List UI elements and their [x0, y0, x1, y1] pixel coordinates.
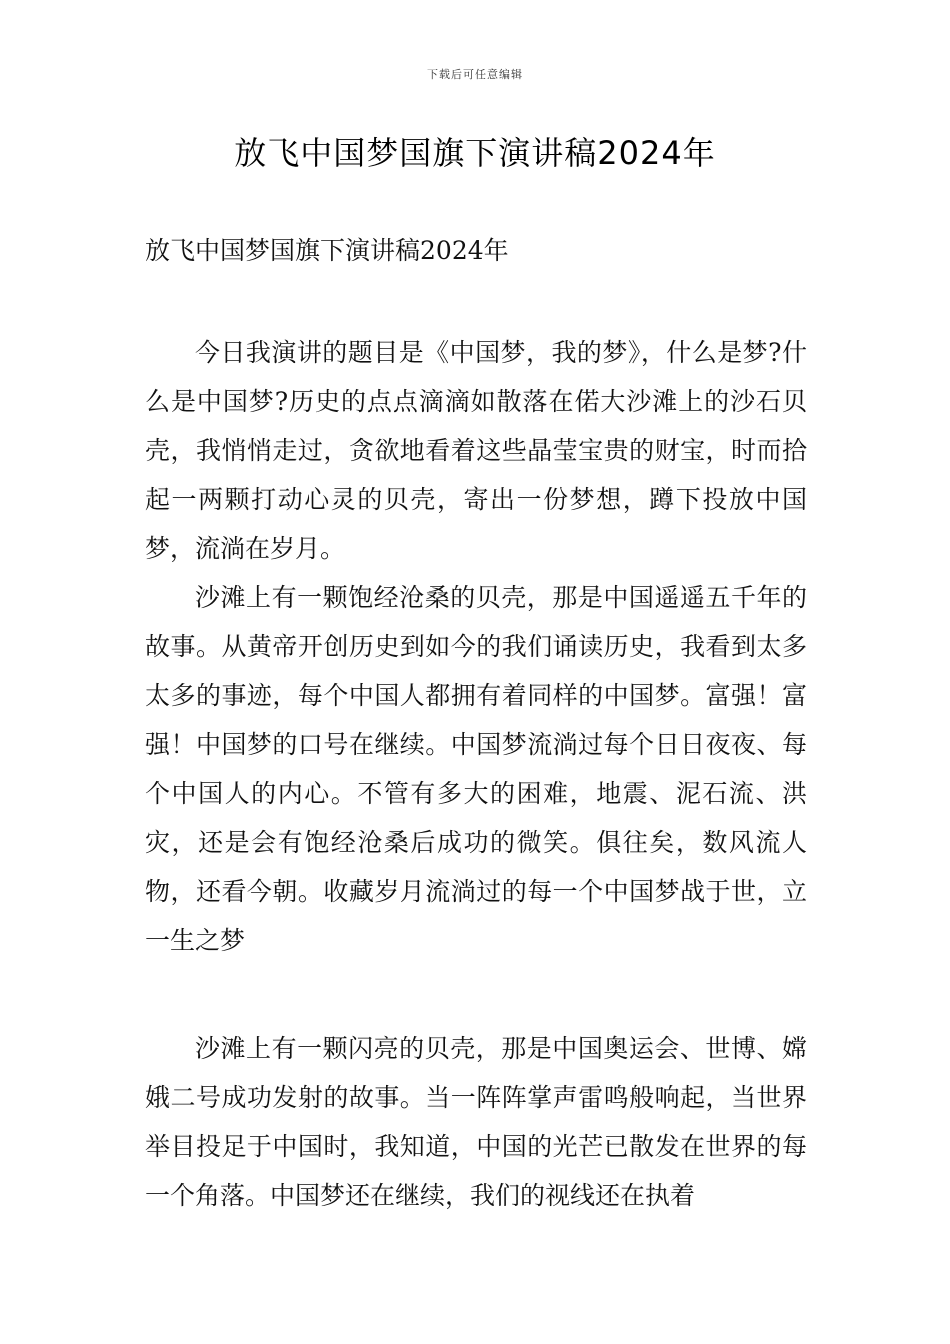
- paragraph-group: [145, 328, 807, 965]
- header-note: 下载后可任意编辑: [427, 68, 523, 81]
- paragraph: 今日我演讲的题目是《中国梦，我的梦》，什么是梦?什么是中国梦?历史的点点滴滴如散落在偌大沙滩上的沙石贝壳，我悄悄走过，贪欲地看着这些晶莹宝贵的财宝，时而拾起一两颗打动心灵的贝壳，寄出一份梦想，蹲下投放中国梦，流淌在岁月。: [145, 338, 807, 563]
- paragraph: 沙滩上有一颗闪亮的贝壳，那是中国奥运会、世博、嫦娥二号成功发射的故事。当一阵阵掌声雷鸣般响起，当世界举目投足于中国时，我知道，中国的光芒已散发在世界的每一个角落。中国梦还在继续，我们的视线还在执着: [145, 1034, 807, 1210]
- paragraph: 沙滩上有一颗饱经沧桑的贝壳，那是中国遥遥五千年的故事。从黄帝开创历史到如今的我们诵读历史，我看到太多太多的事迹，每个中国人都拥有着同样的中国梦。富强！富强！中国梦的口号在继续。中国梦流淌过每个日日夜夜、每个中国人的内心。不管有多大的困难，地震、泥石流、洪灾，还是会有饱经沧桑后成功的微笑。俱往矣，数风流人物，还看今朝。收藏岁月流淌过的每一个中国梦战于世，立一生之梦: [145, 583, 807, 955]
- paragraph-group: [145, 1024, 807, 1220]
- document-title: 放飞中国梦国旗下演讲稿2024年: [234, 134, 716, 172]
- document-subtitle: 放飞中国梦国旗下演讲稿2024年: [145, 236, 509, 265]
